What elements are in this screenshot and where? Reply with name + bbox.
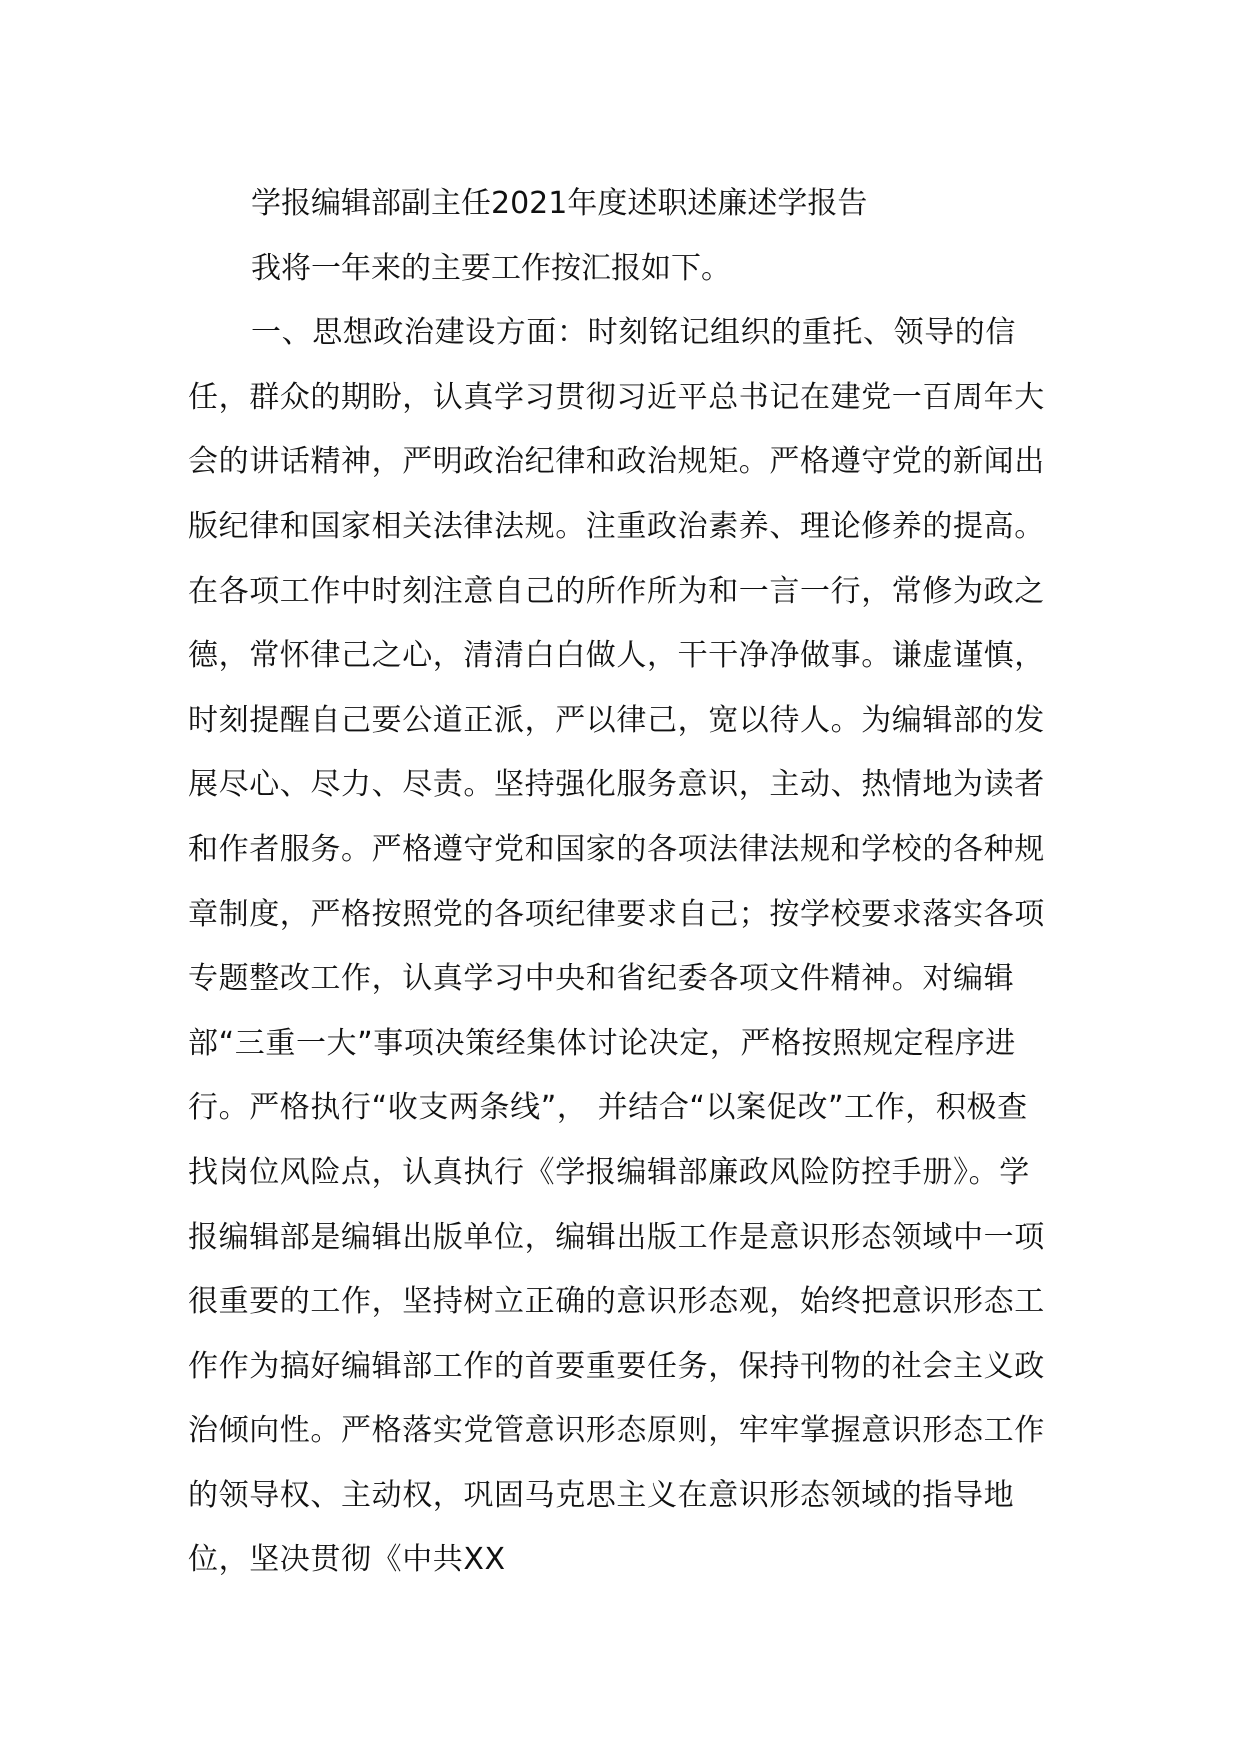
document-title: 学报编辑部副主任2021年度述职述廉述学报告 xyxy=(251,186,868,221)
document-body xyxy=(188,172,1058,1593)
intro-paragraph: 我将一年来的主要工作按汇报如下。 xyxy=(251,250,731,286)
section-one-paragraph: 一、思想政治建设方面：时刻铭记组织的重托、领导的信任，群众的期盼，认真学习贯彻习近平总书记在建党一百周年大会的讲话精神，严明政治纪律和政治规矩。严格遵守党的新闻出版纪律和国家相关法律法规。注重政治素养、理论修养的提高。在各项工作中时刻注意自己的所作所为和一言一行，常修为政之德，常怀律己之心，清清白白做人，干干净净做事。谦虚谨慎，时刻提醒自己要公道正派，严以律己，宽以待人。为编辑部的发展尽心、尽力、尽责。坚持强化服务意识，主动、热情地为读者和作者服务。严格遵守党和国家的各项法律法规和学校的各种规章制度，严格按照党的各项纪律要求自己；按学校要求落实各项专题整改工作，认真学习中央和省纪委各项文件精神。对编辑部“三重一大”事项决策经集体讨论决定，严格按照规定程序进行。严格执行“收支两条线”， 并结合“以案促改”工作，积极查找岗位风险点，认真执行《学报编辑部廉政风险防控手册》。学报编辑部是编辑出版单位，编辑出版工作是意识形态领域中一项很重要的工作，坚持树立正确的意识形态观，始终把意识形态工作作为搞好编辑部工作的首要重要任务，保持刊物的社会主义政治倾向性。严格落实党管意识形态原则，牢牢掌握意识形态工作的领导权、主动权，巩固马克思主义在意识形态领域的指导地位，坚决贯彻《中共XX xyxy=(188,315,1045,1578)
